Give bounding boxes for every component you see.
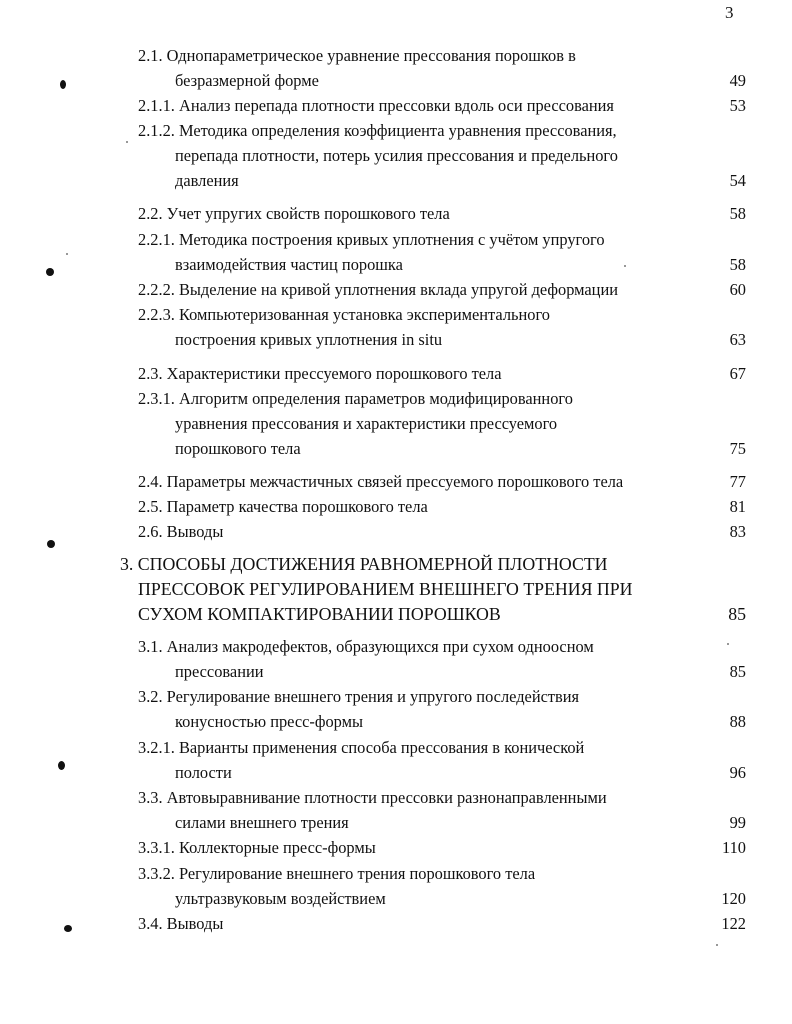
toc-page-number: 120 (721, 889, 746, 908)
toc-page-number: 49 (729, 71, 746, 90)
toc-entry-line (0, 202, 792, 226)
toc-page-number: 58 (729, 255, 746, 274)
toc-entry-title: 3.4. Выводы (138, 914, 224, 933)
toc-entry-title: 2.4. Параметры межчастичных связей прессуемого порошкового тела (138, 472, 624, 491)
toc-page-number: 75 (729, 439, 746, 458)
toc-entry-title: 3. СПОСОБЫ ДОСТИЖЕНИЯ РАВНОМЕРНОЙ ПЛОТНОСТИ (120, 554, 608, 574)
toc-entry-title-continuation: ПРЕССОВОК РЕГУЛИРОВАНИЕМ ВНЕШНЕГО ТРЕНИЯ ПРИ (138, 579, 633, 599)
toc-entry-title: 2.2.3. Компьютеризованная установка экспериментального (138, 305, 550, 324)
toc-entry-line (0, 685, 792, 709)
toc-entry-title-continuation: силами внешнего трения (175, 813, 349, 832)
toc-entry-line (0, 577, 792, 601)
scan-mark (58, 761, 65, 770)
toc-entry-line (0, 387, 792, 411)
toc-entry-title: 2.2. Учет упругих свойств порошкового тела (138, 204, 450, 223)
toc-page-number: 99 (729, 813, 746, 832)
toc-entry-title: 3.3.2. Регулирование внешнего трения порошкового тела (138, 864, 536, 883)
toc-entry-title-continuation: ультразвуковым воздействием (175, 889, 386, 908)
toc-entry-line (0, 362, 792, 386)
toc-page-number: 88 (729, 712, 746, 731)
toc-page-number: 58 (729, 204, 746, 223)
toc-entry-title: 3.2.1. Варианты применения способа прессования в конической (138, 738, 585, 757)
toc-entry-title: 3.2. Регулирование внешнего трения и упругого последействия (138, 687, 580, 706)
toc-page-number: 85 (729, 662, 746, 681)
toc-entry-title: 2.1.1. Анализ перепада плотности прессовки вдоль оси прессования (138, 96, 614, 115)
toc-entry-line (0, 303, 792, 327)
toc-entry-line (0, 552, 792, 576)
toc-entry-line (0, 94, 792, 118)
toc-entry-line (0, 437, 792, 461)
toc-page-number: 110 (722, 838, 746, 857)
toc-entry-title-continuation: конусностью пресс-формы (175, 712, 364, 731)
toc-entry-title: 2.6. Выводы (138, 522, 224, 541)
toc-entry-title: 3.1. Анализ макродефектов, образующихся при сухом одноосном (138, 637, 594, 656)
toc-entry-title: 2.3.1. Алгоритм определения параметров модифицированного (138, 389, 573, 408)
page-number: 3 (725, 3, 734, 22)
toc-entry-line (0, 495, 792, 519)
toc-entry-title: 2.1.2. Методика определения коэффициента уравнения прессования, (138, 121, 617, 140)
toc-entry-line (0, 119, 792, 143)
toc-entry-line (0, 710, 792, 734)
toc-page-number: 63 (729, 330, 746, 349)
toc-page-number: 53 (729, 96, 746, 115)
toc-page-number: 81 (729, 497, 746, 516)
toc-entry-title-continuation: построения кривых уплотнения in situ (175, 330, 443, 349)
toc-entry-title-continuation: СУХОМ КОМПАКТИРОВАНИИ ПОРОШКОВ (138, 604, 501, 624)
toc-entry-line (0, 470, 792, 494)
scan-speck (624, 265, 626, 267)
toc-entry-line (0, 912, 792, 936)
toc-entry-line (0, 786, 792, 810)
toc-entry-line (0, 228, 792, 252)
toc-page-number: 60 (729, 280, 746, 299)
scan-speck (126, 141, 128, 143)
toc-entry-line (0, 144, 792, 168)
toc-entry-line (0, 736, 792, 760)
toc-page-number: 96 (729, 763, 746, 782)
toc-entry-line (0, 660, 792, 684)
toc-entry-title-continuation: уравнения прессования и характеристики прессуемого (175, 414, 558, 433)
toc-entry-line (0, 836, 792, 860)
scan-mark (47, 540, 55, 548)
toc-page-number: 54 (729, 171, 746, 190)
toc-entry-line (0, 253, 792, 277)
toc-entry-title-continuation: прессовании (175, 662, 264, 681)
toc-entry-title: 2.1. Однопараметрическое уравнение прессования порошков в (138, 46, 576, 65)
toc-entry-line (0, 862, 792, 886)
toc-entry-line (0, 761, 792, 785)
toc-entry-line (0, 44, 792, 68)
toc-entry-title: 3.3. Автовыравнивание плотности прессовки разнонаправленными (138, 788, 607, 807)
toc-entry-line (0, 169, 792, 193)
scan-mark (60, 80, 66, 89)
toc-page-number: 122 (721, 914, 746, 933)
toc-entry-title: 2.2.2. Выделение на кривой уплотнения вклада упругой деформации (138, 280, 619, 299)
scan-speck (727, 643, 729, 645)
toc-entry-title: 2.5. Параметр качества порошкового тела (138, 497, 428, 516)
scan-mark (46, 268, 54, 276)
toc-page-number: 67 (729, 364, 746, 383)
toc-entry-line (0, 635, 792, 659)
toc-entry-title-continuation: перепада плотности, потерь усилия прессования и предельного (175, 146, 618, 165)
toc-page-number: 77 (729, 472, 746, 491)
toc-page-number: 85 (728, 604, 746, 624)
scan-mark (64, 925, 72, 932)
toc-entry-line (0, 69, 792, 93)
toc-entry-title: 2.3. Характеристики прессуемого порошкового тела (138, 364, 502, 383)
toc-entry-title-continuation: взаимодействия частиц порошка (175, 255, 403, 274)
toc-page-number: 83 (729, 522, 746, 541)
toc-entry-line (0, 328, 792, 352)
toc-entry-line (0, 278, 792, 302)
scan-speck (66, 253, 68, 255)
toc-entry-line (0, 887, 792, 911)
toc-entry-line (0, 520, 792, 544)
toc-entry-title-continuation: порошкового тела (175, 439, 301, 458)
toc-entry-title-continuation: полости (175, 763, 232, 782)
scan-speck (716, 944, 718, 946)
toc-entry-line (0, 811, 792, 835)
toc-entry-title: 3.3.1. Коллекторные пресс-формы (138, 838, 376, 857)
toc-entry-title-continuation: давления (175, 171, 239, 190)
toc-entry-line (0, 602, 792, 626)
toc-entry-line (0, 412, 792, 436)
toc-entry-title-continuation: безразмерной форме (175, 71, 319, 90)
toc-entry-title: 2.2.1. Методика построения кривых уплотнения с учётом упругого (138, 230, 605, 249)
